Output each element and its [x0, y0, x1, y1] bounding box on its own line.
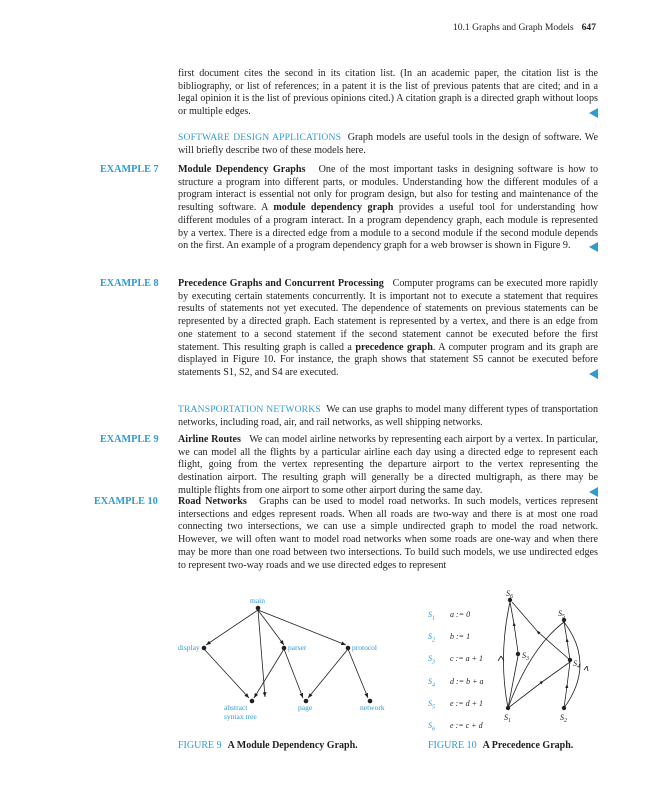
- statement-code: b := 1: [450, 632, 471, 642]
- node-display: [202, 646, 207, 651]
- label-syntax-tree: syntax tree: [224, 712, 257, 721]
- vlabel-s3: $S_3$: [522, 651, 529, 662]
- end-of-example-marker: [589, 108, 598, 118]
- end-of-example-marker: [589, 242, 598, 252]
- example-9-text: We can model airline networks by representing each airport by a vertex. In particular, we can model all the flights by a particular airline each day using a directed edge to represent each flight, going from the vertex representing the departure airport to the vertex representing the destination airport. The resulting graph will generally be a directed multigraph, as there may be multiple flights from one airport to some other airport during the same day.: [178, 434, 598, 496]
- figure-10-caption-text: A Precedence Graph.: [482, 740, 574, 751]
- transport-paragraph: [178, 404, 598, 429]
- vlabel-s4: $S_4$: [573, 659, 580, 670]
- figure-9-graph: [170, 592, 410, 732]
- example-8-text2: . A computer program and its graph are displayed in Figure 10. For instance, the graph shows that statement S5 cannot be executed before statements S1, S2, and S4 are executed.: [178, 341, 598, 378]
- vertex-s2: [562, 706, 566, 710]
- statement-code: a := 0: [450, 610, 471, 619]
- vertex-s1: [506, 706, 510, 710]
- statement-label: $S_4$: [428, 676, 435, 689]
- node-parser: [282, 646, 287, 651]
- example-8-label: EXAMPLE 8: [100, 278, 159, 289]
- vlabel-s1: $S_1$: [504, 713, 511, 724]
- statement-label: $S_6$: [428, 720, 435, 733]
- intro-text: first document cites the second in its citation list. (In an academic paper, the citation list is the bibliography, or list of references; in a patent it is the list of previous patents that are cited; and in a legal opinion it is the list of previous opinions cited.) A citation graph is a directed graph without loops or multiple edges.: [178, 68, 598, 118]
- example-7-label: EXAMPLE 7: [100, 164, 159, 175]
- label-protocol: protocol: [352, 643, 377, 652]
- figure-10-caption: [428, 740, 573, 751]
- statement-label: $S_5$: [428, 698, 435, 711]
- node-protocol: [346, 646, 351, 651]
- vlabel-s2: $S_2$: [560, 713, 567, 724]
- label-abstract: abstract: [224, 703, 248, 712]
- example-10-text: Graphs can be used to model road networks. In such models, vertices represent intersections and edges represent roads. When all roads are two-way and there is at most one road connecting two intersections, we can use a simple undirected graph to model the road network. However, we will often want to model road networks when some roads are one-way and when there may be more than one road between two intersections. To build such models, we use undirected edges to represent two-way roads and we use directed edges to represent: [178, 496, 599, 571]
- example-10-title: Road Networks: [178, 496, 247, 507]
- node-main: [256, 606, 261, 611]
- edge-s3-s6: [510, 602, 518, 652]
- example-8-paragraph: [178, 278, 598, 380]
- statement-label: $S_1$: [428, 610, 435, 622]
- running-header: [453, 22, 596, 33]
- statement-label: $S_3$: [428, 654, 435, 666]
- example-10-label: EXAMPLE 10: [94, 496, 158, 507]
- intro-paragraph: [178, 68, 598, 119]
- edge-s1-s6: [503, 602, 510, 708]
- label-network: network: [360, 703, 385, 712]
- edge-s4-s5: [564, 622, 570, 660]
- edge-display-abstract: [204, 649, 249, 698]
- statement-code: e := c + d: [450, 720, 483, 730]
- label-parser: parser: [288, 643, 307, 652]
- example-8-title: Precedence Graphs and Concurrent Processing: [178, 278, 384, 289]
- vertex-s3: [516, 652, 520, 656]
- figure-10-graph: [490, 588, 600, 724]
- label-main: main: [250, 596, 265, 605]
- example-7-text1: One of the most important tasks in designing software is how to structure a program into different parts, or modules. Understanding how the different modules of a program interact is essential not only for program design, but also for testing and maintenance of the resulting software. A: [178, 164, 599, 214]
- label-display: display: [178, 643, 200, 652]
- example-7-term: module dependency graph: [273, 202, 394, 214]
- statement-code: d := b + a: [450, 676, 484, 686]
- edge-main-abstract: [258, 610, 265, 697]
- edge-parser-abstract: [254, 649, 284, 698]
- arrowhead-s2-s5: [584, 666, 588, 671]
- edge-protocol-network: [348, 649, 368, 698]
- example-8-term: precedence graph: [355, 341, 433, 353]
- example-7-title: Module Dependency Graphs: [178, 164, 306, 175]
- edge-s1-s3: [508, 656, 518, 708]
- transport-text: We can use graphs to model many different types of transportation networks, including road, air, and rail networks, as well shipping networks.: [178, 404, 599, 428]
- vlabel-s5: $S_5$: [558, 609, 565, 620]
- example-9-title: Airline Routes: [178, 434, 241, 445]
- example-9-label: EXAMPLE 9: [100, 434, 159, 445]
- software-heading: SOFTWARE DESIGN APPLICATIONS: [178, 132, 342, 143]
- figure-10-number: FIGURE 10: [428, 740, 477, 751]
- software-text: Graph models are useful tools in the design of software. We will briefly describe two of these models here.: [178, 132, 598, 156]
- figure-9-caption-text: A Module Dependency Graph.: [227, 740, 358, 751]
- statement-code: c := a + 1: [450, 654, 484, 664]
- example-9-paragraph: [178, 434, 598, 498]
- software-paragraph: [178, 132, 598, 157]
- vlabel-s6: $S_6$: [506, 589, 513, 600]
- edge-protocol-page: [308, 649, 348, 698]
- label-page: page: [298, 703, 313, 712]
- statement-code: e := d + 1: [450, 698, 484, 708]
- edge-main-display: [206, 610, 258, 645]
- example-7-paragraph: [178, 164, 598, 253]
- figure-9-caption: [178, 740, 358, 751]
- example-7-text2: provides a useful tool for understanding how different modules of a program interact. In a program dependency graph, each module is represented by a vertex. There is a directed edge from a module to a second module if the second module depends on the first. An example of a program dependency graph for a web browser is shown in Figure 9.: [178, 202, 599, 252]
- statement-label: $S_2$: [428, 632, 435, 644]
- vertex-s4: [568, 658, 572, 662]
- transport-heading: TRANSPORTATION NETWORKS: [178, 404, 321, 415]
- page-number: 647: [581, 22, 596, 33]
- node-abstract-syntax-tree: [250, 699, 255, 704]
- example-8-text1: Computer programs can be executed more rapidly by executing certain statements concurrently. It is important not to execute a statement that requires results of statements not yet executed. The dependence of statements on previous statements can be represented by a directed graph. Each statement is represented by a vertex, and there is an edge from one statement to a second statement if the second statement cannot be executed before the first statement. This resulting graph is called a: [178, 278, 598, 353]
- figure-9-number: FIGURE 9: [178, 740, 222, 751]
- end-of-example-marker: [589, 369, 598, 379]
- example-10-paragraph: [178, 496, 598, 572]
- edge-parser-page: [284, 649, 303, 698]
- header-section: 10.1 Graphs and Graph Models: [452, 22, 574, 33]
